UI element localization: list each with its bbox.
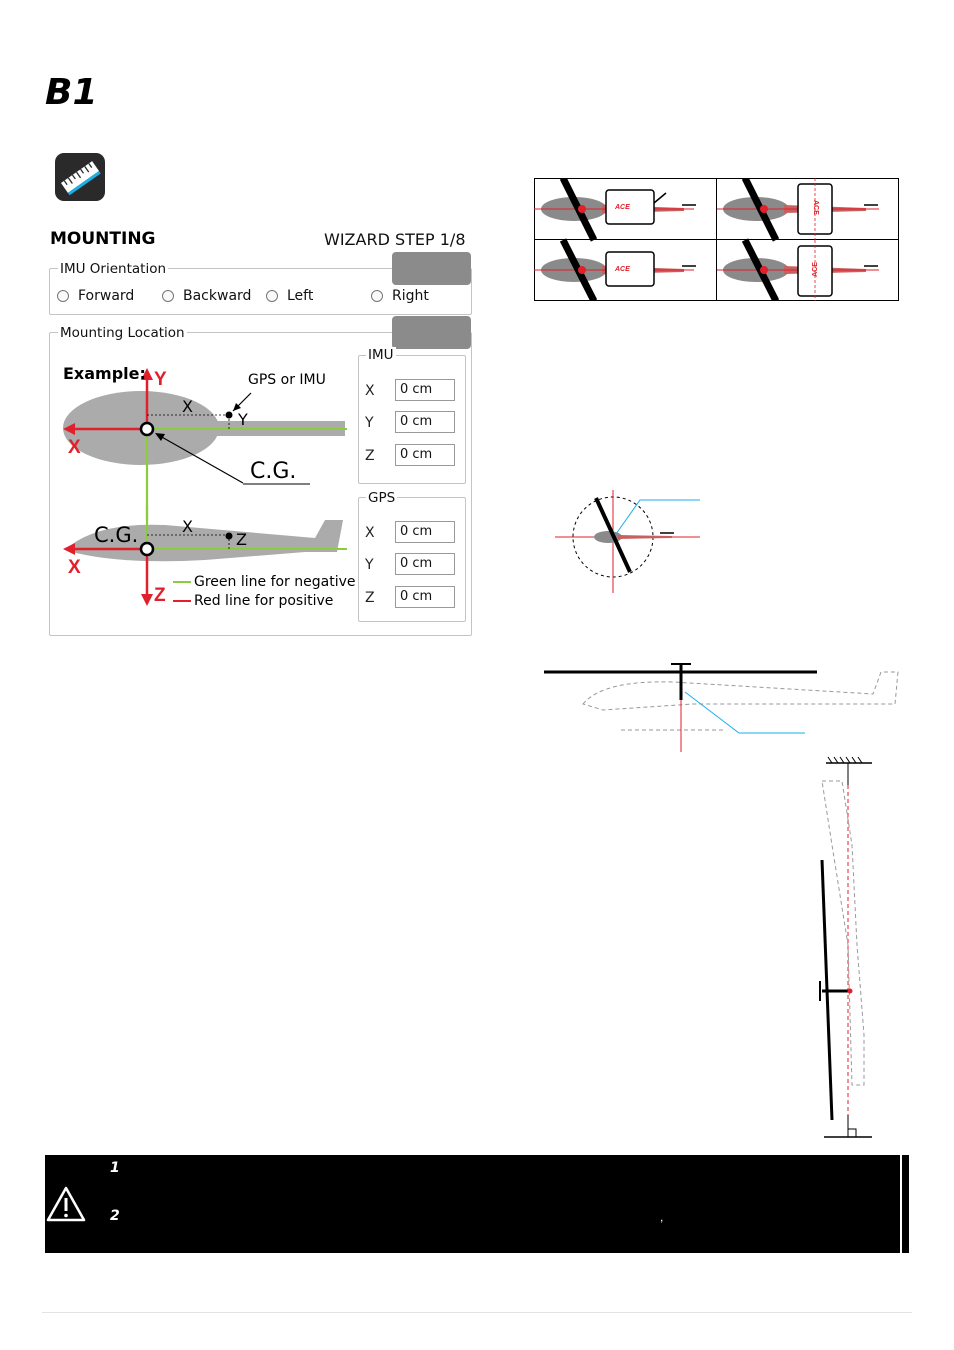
y-dimension-top: Y [238, 410, 248, 429]
mounting-title: MOUNTING [50, 229, 156, 249]
card-label-3: ACE [615, 266, 630, 273]
imu-x-label: X [365, 383, 375, 399]
x-dimension-top: X [182, 397, 193, 416]
radio-left[interactable] [266, 288, 313, 304]
imu-legend: IMU [368, 347, 394, 363]
axis-x-label-side: X [68, 557, 81, 578]
gps-x-label: X [365, 525, 375, 541]
gps-x-input[interactable]: 0 cm [395, 521, 455, 543]
warning-divider [900, 1155, 902, 1253]
axis-y-label: Y [154, 369, 167, 390]
gps-y-label: Y [365, 557, 374, 573]
gps-legend: GPS [368, 490, 396, 506]
section-title: B1 [45, 72, 98, 113]
heli-side-cg-diagram [543, 660, 901, 752]
heli-hanging-diagram [812, 755, 892, 1140]
radio-left-label: Left [287, 288, 314, 304]
warning-mark: , [660, 1210, 664, 1224]
radio-backward-label: Backward [183, 288, 252, 304]
orientation-grid [534, 178, 899, 301]
gps-y-input[interactable]: 0 cm [395, 553, 455, 575]
imu-y-label: Y [365, 415, 374, 431]
card-label-4: ACE [811, 262, 819, 277]
radio-circle [266, 290, 278, 302]
imu-z-label: Z [365, 448, 375, 464]
radio-right-label: Right [392, 288, 429, 304]
imu-orientation-button[interactable] [392, 252, 471, 285]
cg-label-side: C.G. [94, 523, 139, 547]
red-line-legend: Red line for positive [194, 593, 334, 609]
imu-x-input[interactable]: 0 cm [395, 379, 455, 401]
warning-item-1-number: 1 [110, 1160, 120, 1176]
mounting-location-legend: Mounting Location [60, 325, 185, 341]
radio-circle [57, 290, 69, 302]
imu-y-input[interactable]: 0 cm [395, 411, 455, 433]
gps-z-input[interactable]: 0 cm [395, 586, 455, 608]
warning-panel [45, 1155, 909, 1253]
cg-label-top: C.G. [250, 459, 297, 484]
wizard-step-label: WIZARD STEP 1/8 [324, 230, 466, 249]
warning-item-2-number: 2 [110, 1208, 120, 1224]
card-label-1: ACE [615, 204, 630, 211]
x-dimension-side: X [182, 517, 193, 536]
radio-circle [162, 290, 174, 302]
mounting-location-button[interactable] [392, 316, 471, 349]
z-dimension-side: Z [236, 530, 247, 549]
ruler-icon [55, 153, 105, 201]
radio-right[interactable] [371, 288, 429, 304]
radio-backward[interactable] [162, 288, 251, 304]
gps-z-label: Z [365, 590, 375, 606]
heli-top-cg-diagram [552, 490, 702, 595]
radio-forward-label: Forward [78, 288, 135, 304]
green-line-legend: Green line for negative [194, 574, 356, 590]
footer-rule [42, 1312, 912, 1313]
axis-x-label-top: X [68, 437, 81, 458]
radio-circle [371, 290, 383, 302]
radio-forward[interactable] [57, 288, 134, 304]
example-label: Example: [63, 364, 146, 383]
gps-or-imu-label: GPS or IMU [248, 372, 326, 388]
imu-z-input[interactable]: 0 cm [395, 444, 455, 466]
imu-orientation-legend: IMU Orientation [60, 261, 167, 277]
warning-triangle-icon [45, 1185, 87, 1223]
axis-z-label: Z [154, 585, 166, 606]
card-label-2: ACE [811, 200, 819, 215]
